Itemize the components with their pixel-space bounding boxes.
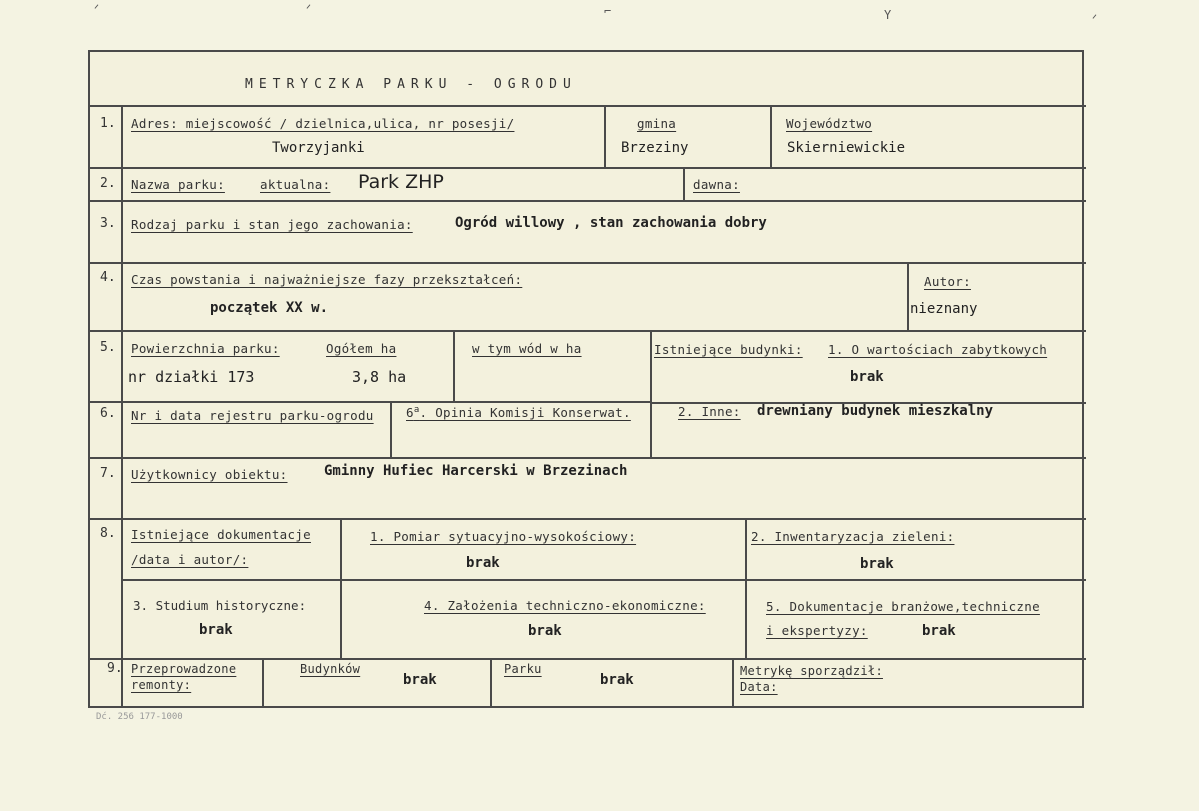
registration-mark: Y	[884, 8, 892, 22]
park-type-value: Ogród willowy , stan zachowania dobry	[455, 215, 767, 231]
row-number: 4.	[100, 270, 116, 285]
current-name-value: Park ZHP	[358, 171, 444, 193]
doc-survey-label: 1. Pomiar sytuacyjno-wysokościowy:	[370, 529, 637, 544]
row-number: 9.	[107, 661, 123, 676]
gmina-value: Brzeziny	[621, 140, 689, 156]
historic-buildings-label: 1. O wartościach zabytkowych	[828, 342, 1048, 357]
documentation-label-line1: Istniejące dokumentacje	[131, 527, 311, 542]
total-area-value: 3,8 ha	[352, 368, 407, 386]
doc-history-label: 3. Studium historyczne:	[133, 598, 307, 613]
park-renovation-label: Parku	[504, 662, 542, 676]
doc-greenery-value: brak	[860, 556, 894, 572]
doc-industry-value: brak	[922, 623, 956, 639]
registration-mark: ᐟ	[1092, 12, 1098, 26]
park-renovation-value: brak	[600, 672, 634, 688]
row-number: 2.	[100, 176, 116, 191]
buildings-renovation-label: Budynków	[300, 662, 361, 676]
registration-mark: ᐟ	[94, 2, 100, 16]
doc-technical-value: brak	[528, 623, 562, 639]
park-record-card	[88, 50, 1084, 708]
voivodeship-value: Skierniewickie	[787, 140, 906, 156]
form-title: METRYCZKA PARKU - OGRODU	[245, 77, 577, 92]
doc-industry-label-line2: i ekspertyzy:	[766, 623, 868, 638]
creation-time-label: Czas powstania i najważniejsze fazy przekształceń:	[131, 272, 523, 287]
author-value: nieznany	[910, 301, 978, 317]
buildings-renovation-value: brak	[403, 672, 437, 688]
row-number: 5.	[100, 340, 116, 355]
date-label: Data:	[740, 680, 778, 694]
other-buildings-label: 2. Inne:	[678, 404, 741, 419]
park-type-label: Rodzaj parku i stan jego zachowania:	[131, 217, 413, 232]
row-number: 8.	[100, 526, 116, 541]
register-label: Nr i data rejestru parku-ogrodu	[131, 408, 374, 423]
print-code: Dć. 256 177-1000	[96, 712, 183, 722]
address-value: Tworzyjanki	[272, 140, 365, 156]
former-name-label: dawna:	[693, 177, 740, 192]
doc-survey-value: brak	[466, 555, 500, 571]
renovations-label-line1: Przeprowadzone	[131, 662, 237, 676]
other-buildings-value: drewniany budynek mieszkalny	[757, 403, 994, 419]
row-number: 6.	[100, 406, 116, 421]
documentation-label-line2: /data i autor/:	[131, 552, 249, 567]
area-label: Powierzchnia parku:	[131, 341, 280, 356]
doc-history-value: brak	[199, 622, 233, 638]
commission-opinion-label: 6$^a$. Opinia Komisji Konserwat.	[406, 405, 631, 421]
prepared-by-label: Metrykę sporządził:	[740, 664, 883, 678]
address-label: Adres: miejscowość / dzielnica,ulica, nr posesji/	[131, 116, 515, 131]
doc-industry-label-line1: 5. Dokumentacje branżowe,techniczne	[766, 599, 1040, 614]
current-name-label: aktualna:	[260, 177, 331, 192]
row-number: 3.	[100, 216, 116, 231]
water-area-label: w tym wód w ha	[472, 341, 582, 356]
park-name-label: Nazwa parku:	[131, 177, 225, 192]
registration-mark: ⌐	[604, 4, 612, 18]
creation-time-value: początek XX w.	[210, 300, 329, 316]
registration-mark: ᐟ	[306, 2, 312, 16]
doc-technical-label: 4. Założenia techniczno-ekonomiczne:	[424, 598, 706, 613]
users-value: Gminny Hufiec Harcerski w Brzezinach	[324, 463, 628, 479]
users-label: Użytkownicy obiektu:	[131, 467, 288, 482]
renovations-label-line2: remonty:	[131, 678, 192, 692]
doc-greenery-label: 2. Inwentaryzacja zieleni:	[751, 529, 955, 544]
gmina-label: gmina	[637, 116, 677, 131]
total-area-label: Ogółem ha	[326, 341, 397, 356]
plot-number-value: nr działki 173	[128, 368, 255, 386]
row-number: 1.	[100, 116, 116, 131]
voivodeship-label: Województwo	[786, 116, 873, 131]
existing-buildings-label: Istniejące budynki:	[654, 342, 803, 357]
historic-buildings-value: brak	[850, 369, 884, 385]
author-label: Autor:	[924, 274, 971, 289]
row-number: 7.	[100, 466, 116, 481]
